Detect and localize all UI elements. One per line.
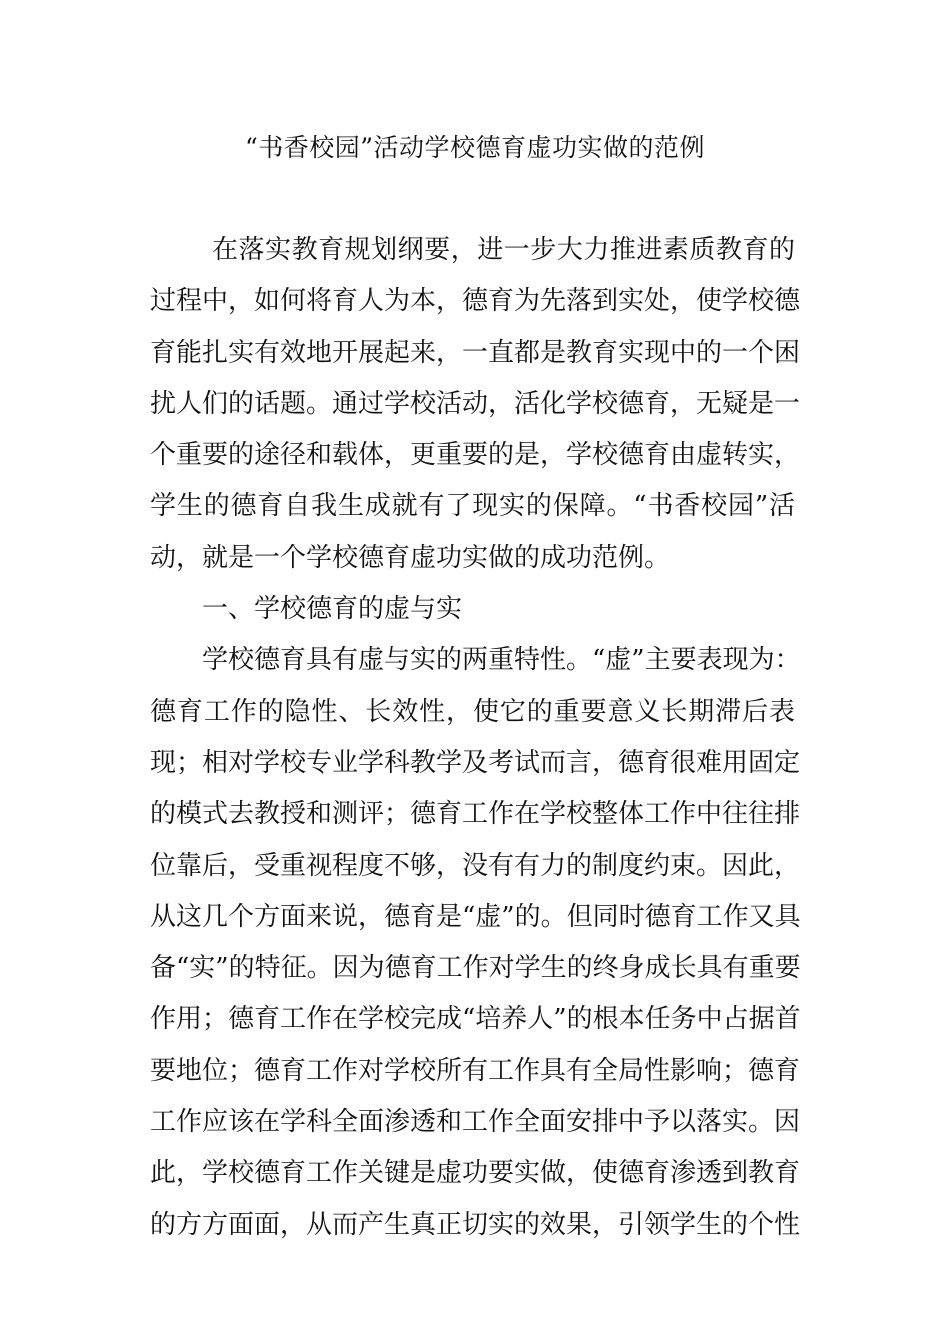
paragraph-line: 动，就是一个学校德育虚功实做的成功范例。 [150, 542, 671, 573]
document-title: “书香校园”活动学校德育虚功实做的范例 [244, 133, 706, 162]
paragraph-line: 备“实”的特征。因为德育工作对学生的终身成长具有重要 [150, 953, 801, 984]
paragraph-line: 的方方面面，从而产生真正切实的效果，引领学生的个性 [150, 1209, 801, 1240]
paragraph-line: 要地位；德育工作对学校所有工作具有全局性影响；德育 [150, 1055, 801, 1086]
paragraph-line: 现；相对学校专业学科教学及考试而言，德育很难用固定 [150, 747, 801, 778]
paragraph-line: 过程中，如何将育人为本，德育为先落到实处，使学校德 [150, 286, 801, 317]
paragraph-line: 扰人们的话题。通过学校活动，活化学校德育，无疑是一 [150, 388, 801, 419]
paragraph-line: 从这几个方面来说，德育是“虚”的。但同时德育工作又具 [150, 901, 801, 932]
paragraph-line: 此，学校德育工作关键是虚功要实做，使德育渗透到教育 [150, 1158, 801, 1189]
paragraph-line: 在落实教育规划纲要，进一步大力推进素质教育的 [212, 235, 795, 265]
section-heading: 一、学校德育的虚与实 [202, 594, 463, 625]
document-body [150, 225, 801, 1251]
paragraph-line: 位靠后，受重视程度不够，没有有力的制度约束。因此， [150, 850, 801, 881]
paragraph-line: 个重要的途径和载体，更重要的是，学校德育由虚转实， [150, 440, 801, 471]
paragraph-line: 学生的德育自我生成就有了现实的保障。“书香校园”活 [150, 491, 795, 522]
paragraph-line: 德育工作的隐性、长效性，使它的重要意义长期滞后表 [150, 696, 795, 727]
paragraph-line: 的模式去教授和测评；德育工作在学校整体工作中往往排 [150, 799, 801, 830]
paragraph-line: 作用；德育工作在学校完成“培养人”的根本任务中占据首 [150, 1004, 801, 1035]
paragraph-line: 工作应该在学科全面渗透和工作全面安排中予以落实。因 [150, 1107, 801, 1138]
paragraph-line: 育能扎实有效地开展起来，一直都是教育实现中的一个困 [150, 337, 801, 368]
paragraph-line: 学校德育具有虚与实的两重特性。“虚”主要表现为： [202, 645, 801, 676]
